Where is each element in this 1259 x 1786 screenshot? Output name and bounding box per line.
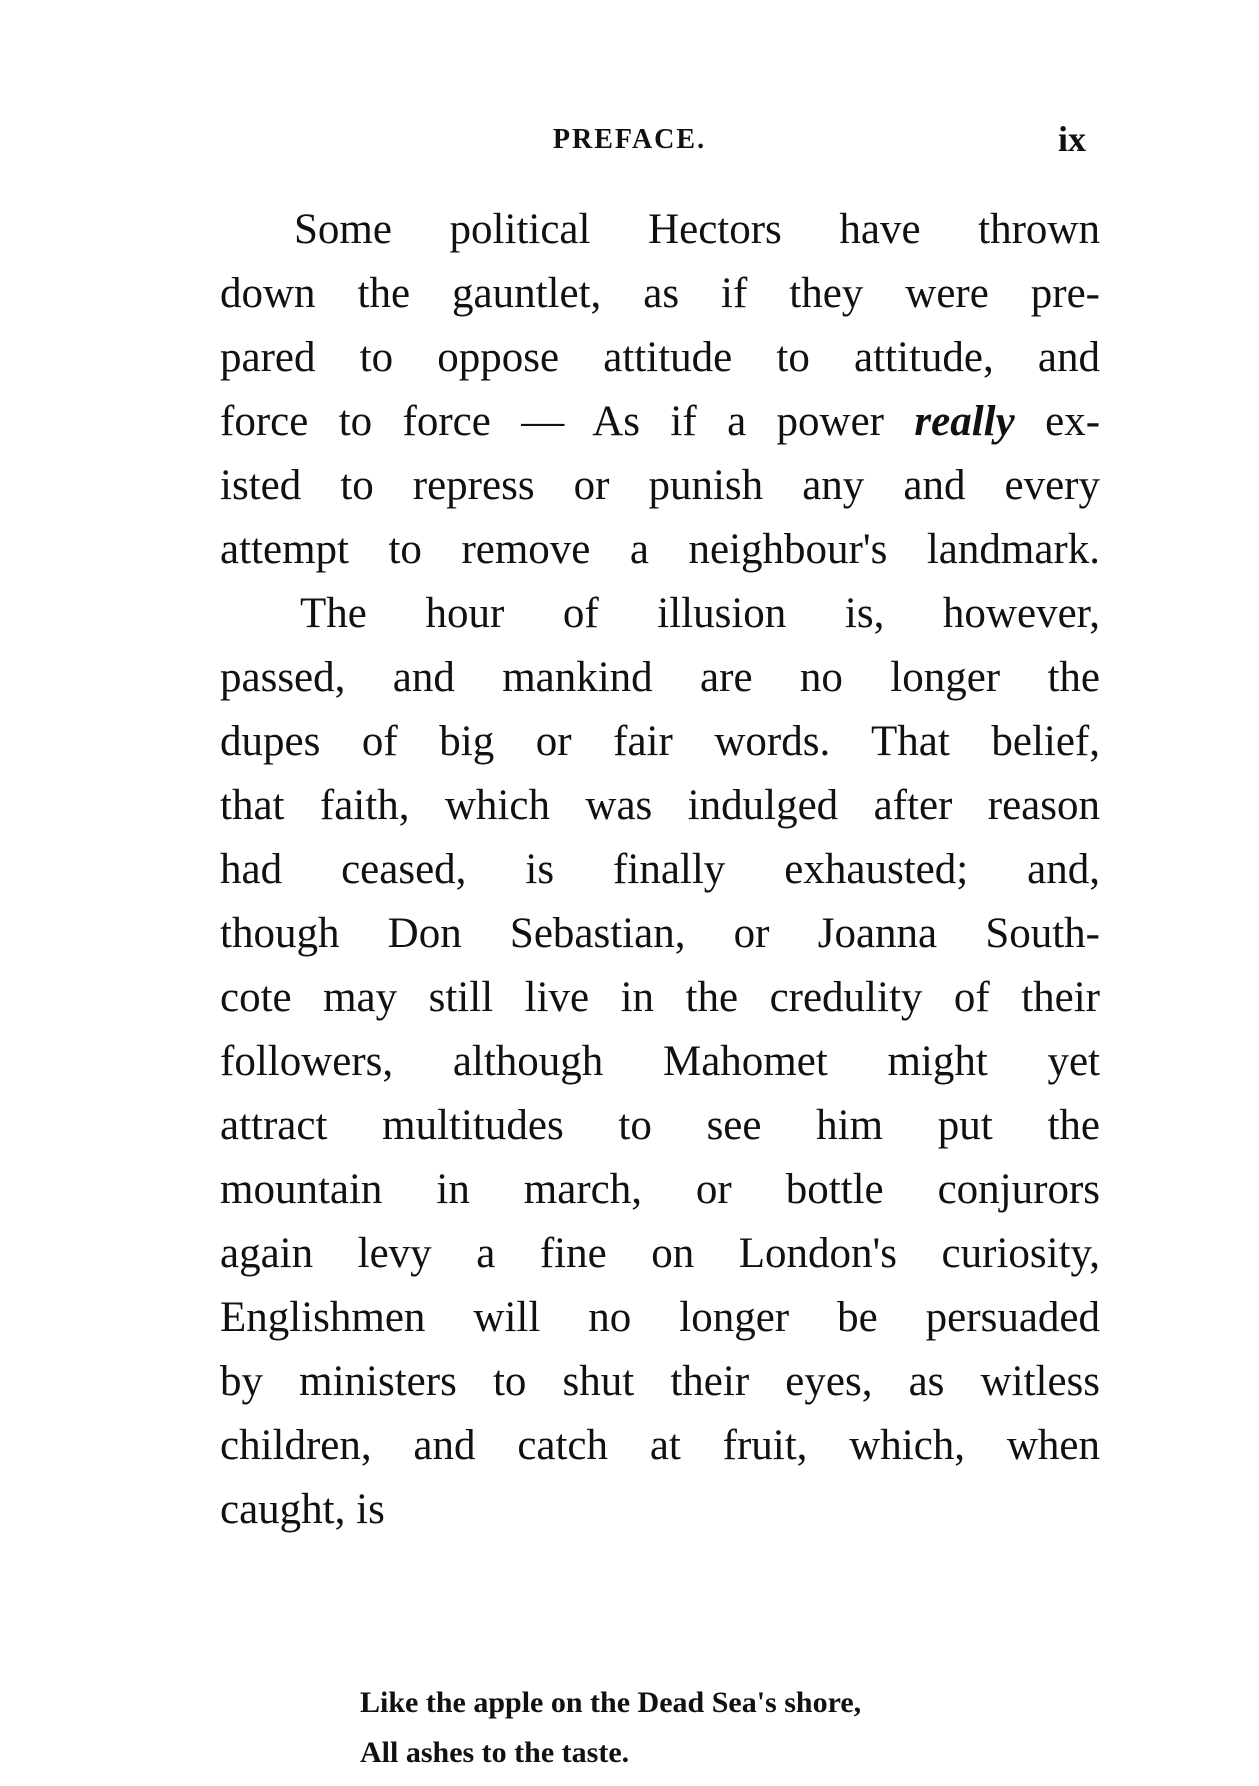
paragraph-2-line-9: attract multitudes to see him put the — [220, 1102, 1100, 1149]
paragraph-2-line-4: that faith, which was indulged after reason — [220, 782, 1100, 829]
paragraph-2-line-13: by ministers to shut their eyes, as witless — [220, 1358, 1100, 1405]
paragraph-2-line-12: Englishmen will no longer be persuaded — [220, 1294, 1100, 1341]
hyphen-fragment: ex- — [1045, 398, 1101, 445]
body-text — [220, 198, 1100, 1542]
running-title: PREFACE. — [552, 124, 707, 155]
paragraph-2-line-10: mountain in march, or bottle conjurors — [220, 1166, 1100, 1213]
paragraph-1-line-6: attempt to remove a neighbour's landmark. — [220, 526, 1100, 573]
paragraph-2-line-15: caught, is — [220, 1486, 385, 1533]
paragraph-2-line-3: dupes of big or fair words. That belief, — [220, 718, 1100, 765]
paragraph-2-line-5: had ceased, is finally exhausted; and, — [220, 846, 1100, 893]
paragraph-2-line-1: The hour of illusion is, however, — [300, 590, 1100, 637]
line-4-text: force to force — As if a power — [220, 398, 885, 445]
paragraph-1-line-4 — [220, 390, 1100, 454]
paragraph-2-line-14: children, and catch at fruit, which, when — [220, 1422, 1100, 1469]
page-number: ix — [1058, 119, 1087, 159]
paragraph-2-line-7: cote may still live in the credulity of their — [220, 974, 1100, 1021]
paragraph-2-line-11: again levy a fine on London's curiosity, — [220, 1230, 1100, 1277]
italic-word: really — [914, 398, 1015, 445]
paragraph-1-line-5: isted to repress or punish any and every — [220, 462, 1100, 509]
running-head — [0, 118, 1259, 158]
paragraph-1-line-1: Some political Hectors have thrown — [294, 206, 1100, 253]
verse-quotation — [360, 1678, 1080, 1778]
quote-line-1: Like the apple on the Dead Sea's shore, — [360, 1686, 862, 1719]
paragraph-2-line-8: followers, although Mahomet might yet — [220, 1038, 1100, 1085]
paragraph-2-line-6: though Don Sebastian, or Joanna South- — [220, 910, 1100, 957]
quote-line-2: All ashes to the taste. — [360, 1736, 630, 1769]
paragraph-1-line-2: down the gauntlet, as if they were pre- — [220, 270, 1100, 317]
paragraph-2-line-2: passed, and mankind are no longer the — [220, 654, 1100, 701]
paragraph-1-line-3: pared to oppose attitude to attitude, and — [220, 334, 1100, 381]
